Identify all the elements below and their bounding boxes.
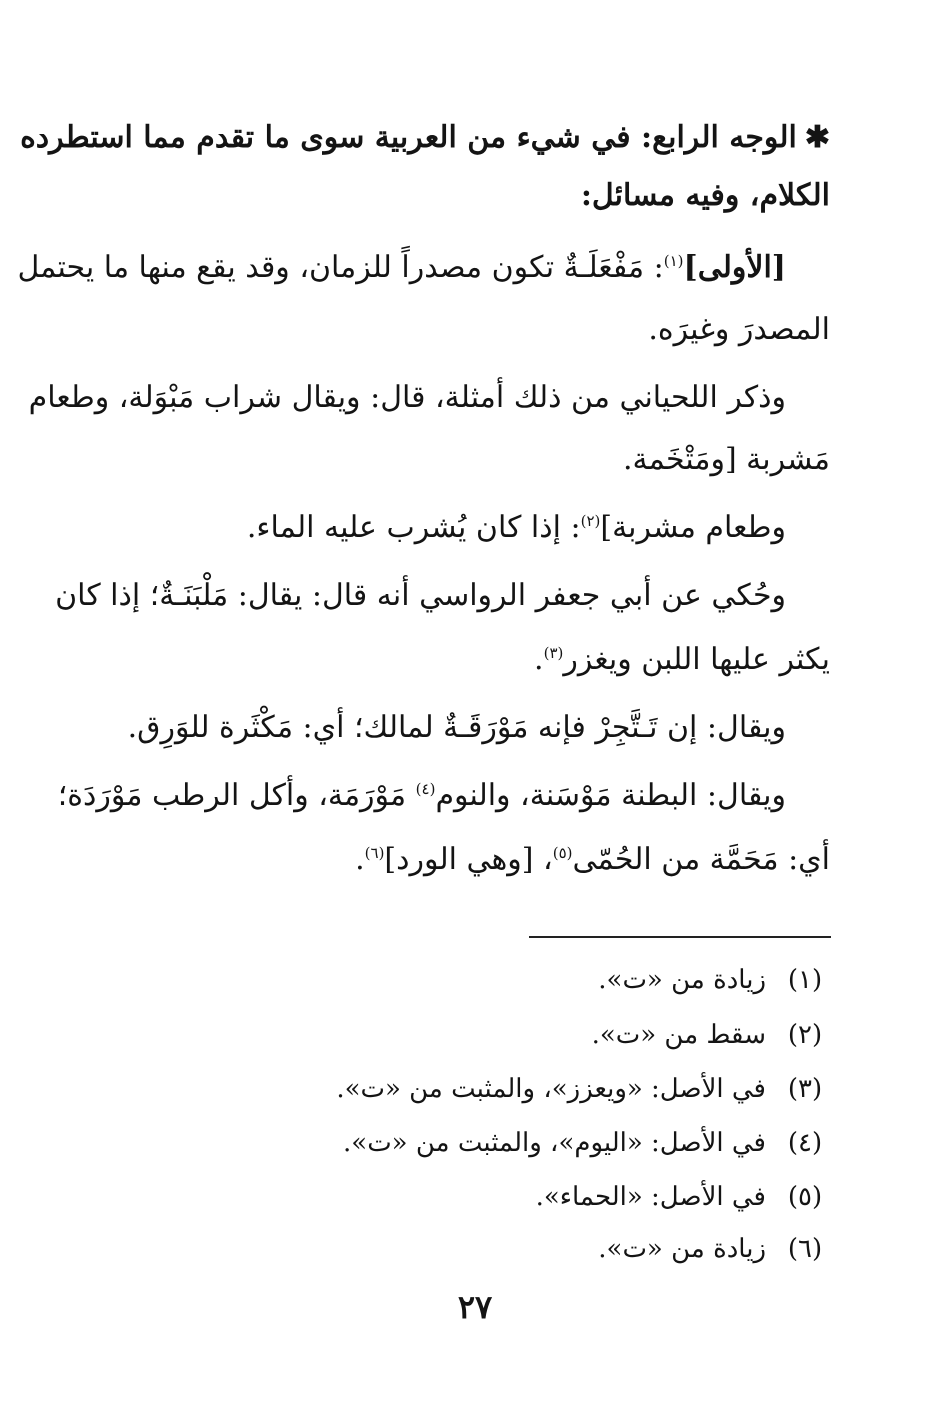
footnote-number: (٦)	[787, 1234, 823, 1264]
footnote-text: زيادة من «ت».	[598, 1234, 766, 1264]
paragraph-6-text-a: ويقال: البطنة مَوْسَنة، والنوم	[435, 778, 786, 813]
paragraph-3-rest: : إذا كان يُشرب عليه الماء.	[246, 510, 581, 545]
footnote-ref-5: (٥)	[552, 844, 573, 862]
footnote-text: سقط من «ت».	[591, 1020, 766, 1050]
footnote-5	[300, 1180, 830, 1214]
footnote-number: (٣)	[787, 1074, 823, 1104]
section-heading-text: الوجه الرابع: في شيء من العربية سوى ما تقدم مما استطرده	[20, 120, 797, 155]
paragraph-1-line-1	[17, 248, 786, 288]
paragraph-1-text: : مَفْعَلَـةٌ تكون مصدراً للزمان، وقد يقع منها ما يحتمل	[17, 250, 664, 285]
section-heading-line-1	[20, 118, 830, 158]
star-icon: ✱	[804, 120, 830, 155]
footnote-3	[300, 1072, 830, 1106]
paragraph-4-end: .	[534, 642, 544, 677]
paragraph-3	[246, 508, 786, 548]
footnote-text: زيادة من «ت».	[598, 965, 766, 995]
footnote-ref-6: (٦)	[364, 844, 385, 862]
paragraph-2-line-2: مَشربة [ومَتْخَمة.	[623, 442, 830, 477]
paragraph-6-line-2-b: ، [وهي الورد]	[384, 842, 553, 877]
paragraph-4-line-1: وحُكي عن أبي جعفر الرواسي أنه قال: يقال: مَلْبَنَـةٌ؛ إذا كان	[55, 578, 786, 613]
footnote-4	[300, 1126, 830, 1160]
footnote-separator	[529, 936, 831, 938]
paragraph-6-line-1	[57, 776, 786, 816]
issue-label: [الأولى]	[683, 250, 786, 285]
footnote-ref-1: (١)	[663, 252, 684, 270]
paragraph-6-text-b: مَوْرَمَة، وأكل الرطب مَوْرَدَة؛	[57, 778, 407, 813]
footnote-6	[300, 1232, 830, 1266]
footnote-1	[300, 963, 830, 997]
paragraph-3-text: وطعام مشربة]	[600, 510, 786, 545]
footnote-number: (١)	[787, 965, 823, 995]
footnote-text: في الأصل: «ويعزز»، والمثبت من «ت».	[336, 1074, 766, 1104]
paragraph-2-line-1: وذكر اللحياني من ذلك أمثلة، قال: ويقال شراب مَبْوَلة، وطعام	[28, 380, 786, 415]
paragraph-6-end: .	[355, 842, 365, 877]
footnote-ref-2: (٢)	[580, 512, 601, 530]
paragraph-1-line-2: المصدرَ وغيرَه.	[648, 312, 830, 347]
paragraph-6-line-2	[355, 840, 830, 880]
footnote-number: (٤)	[787, 1128, 823, 1158]
footnote-text: في الأصل: «اليوم»، والمثبت من «ت».	[343, 1128, 766, 1158]
footnote-number: (٢)	[787, 1020, 823, 1050]
paragraph-4-line-2	[400, 640, 830, 680]
footnote-number: (٥)	[787, 1182, 823, 1212]
footnote-text: في الأصل: «الحماء».	[535, 1182, 766, 1212]
paragraph-5: ويقال: إن تَـتَّجِرْ فإنه مَوْرَقَـةٌ لمالك؛ أي: مَكْثَرة للوَرِق.	[127, 710, 786, 745]
footnote-ref-3: (٣)	[543, 644, 564, 662]
section-heading-line-2: الكلام، وفيه مسائل:	[580, 178, 830, 213]
paragraph-4-text: يكثر عليها اللبن ويغزر	[563, 642, 830, 677]
page-number: ٢٧	[457, 1288, 493, 1326]
paragraph-6-line-2-a: أي: مَحَمَّة من الحُمّى	[572, 842, 830, 877]
footnote-2	[300, 1018, 830, 1052]
footnote-ref-4: (٤)	[415, 780, 436, 798]
